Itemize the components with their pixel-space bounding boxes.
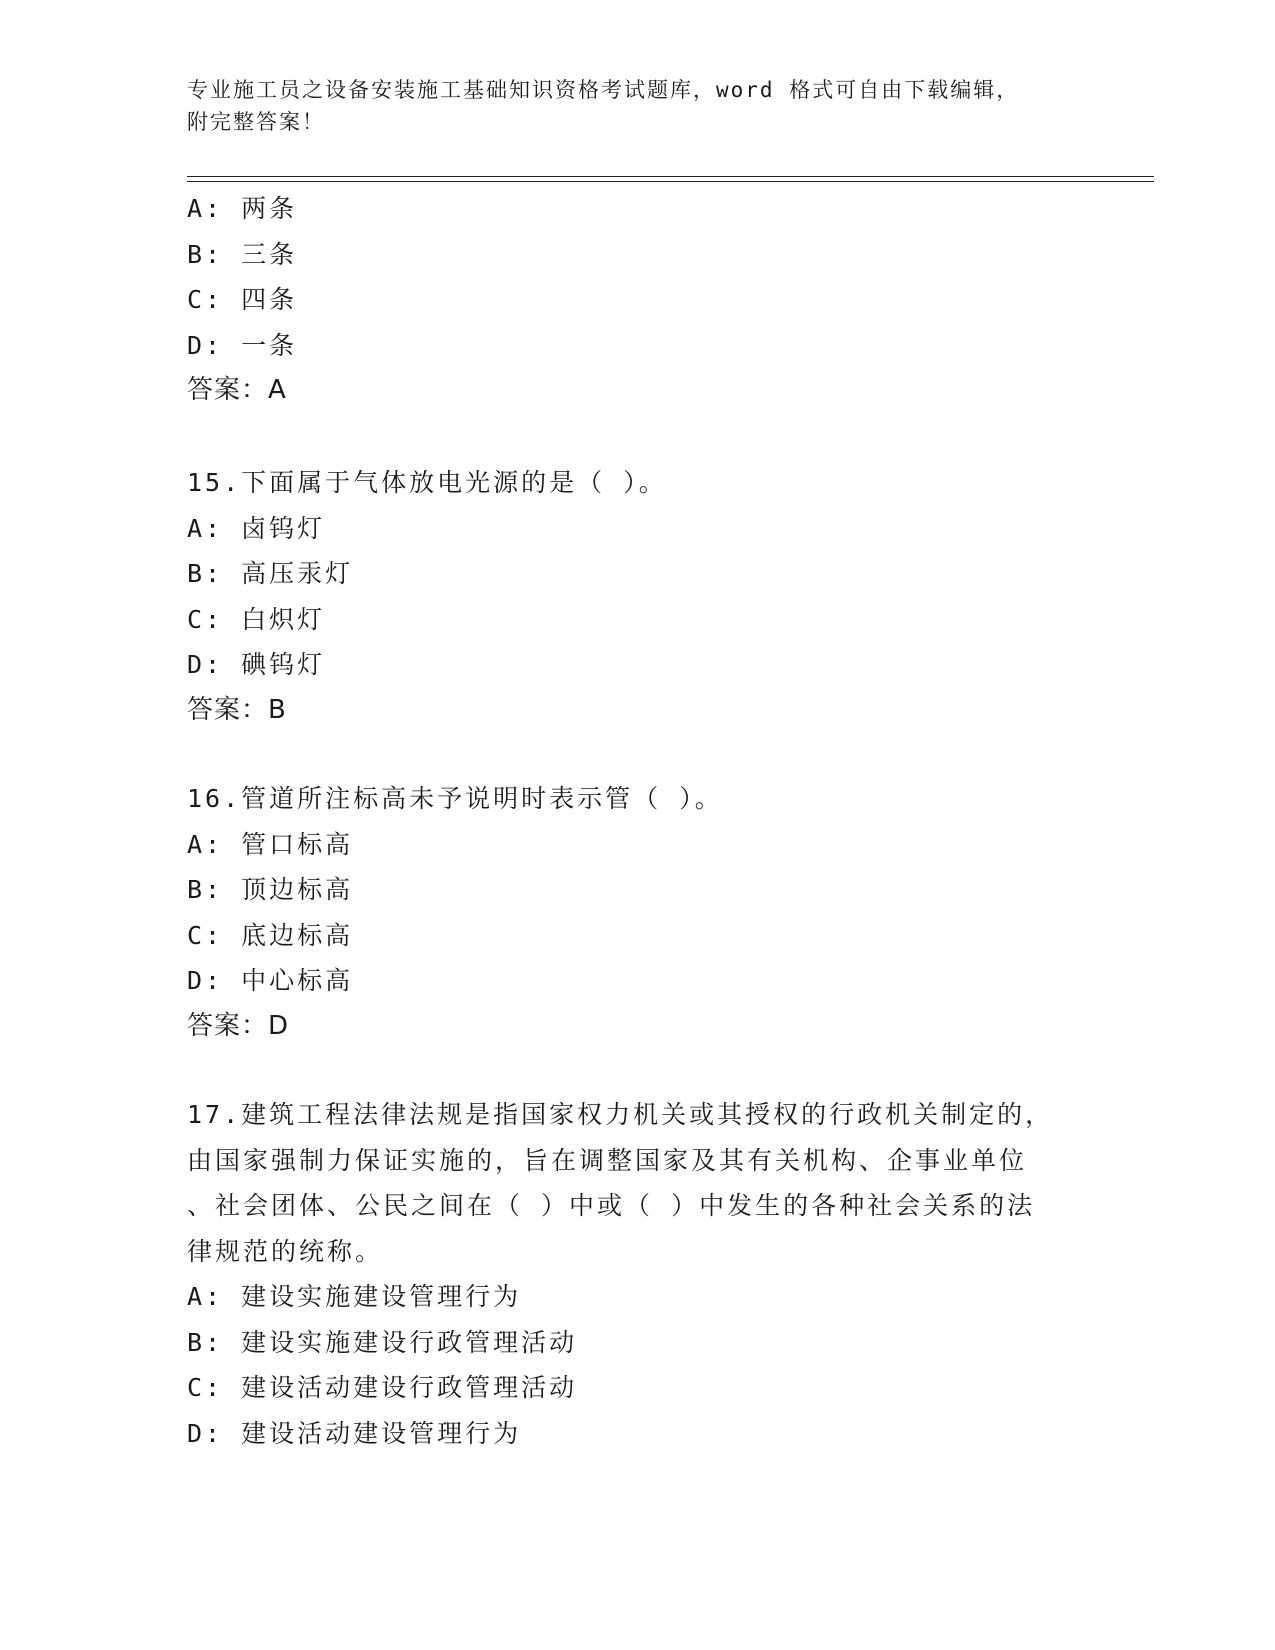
- question-text-line-1: 17.建筑工程法律法规是指国家权力机关或其授权的行政机关制定的，: [187, 1100, 1054, 1129]
- question-text-line-2: 由国家强制力保证实施的，旨在调整国家及其有关机构、企事业单位: [187, 1145, 1028, 1175]
- option-d: D: 一条: [187, 330, 298, 360]
- option-c: C: 白炽灯: [187, 604, 326, 634]
- option-c: C: 底边标高: [187, 920, 354, 950]
- option-c: C: 四条: [187, 285, 298, 314]
- header-line-1: 专业施工员之设备安装施工基础知识资格考试题库，word 格式可自由下载编辑，: [187, 78, 1020, 102]
- option-d: D: 碘钨灯: [187, 650, 326, 679]
- document-header: [187, 74, 1087, 138]
- question-17: [187, 1092, 1087, 1456]
- answer: 答案：D: [187, 1010, 290, 1041]
- option-a: A: 管口标高: [187, 829, 354, 859]
- question-16: [187, 776, 1087, 1049]
- header-line-2: 附完整答案！: [187, 110, 325, 134]
- option-b: B: 顶边标高: [187, 875, 354, 904]
- option-c: C: 建设活动建设行政管理活动: [187, 1373, 578, 1402]
- question-14-tail: [187, 186, 1087, 414]
- header-divider-bottom: [187, 181, 1154, 182]
- option-d: D: 建设活动建设管理行为: [187, 1418, 522, 1448]
- option-b: B: 三条: [187, 239, 298, 269]
- question-text-line-3: 、社会团体、公民之间在（ ）中或（ ）中发生的各种社会关系的法: [187, 1191, 1036, 1220]
- option-a: A: 建设实施建设管理行为: [187, 1282, 522, 1311]
- question-text: 16.管道所注标高未予说明时表示管（ ）。: [187, 784, 723, 813]
- question-text: 15.下面属于气体放电光源的是（ ）。: [187, 468, 667, 497]
- option-a: A: 两条: [187, 194, 298, 223]
- option-b: B: 建设实施建设行政管理活动: [187, 1327, 578, 1357]
- header-divider-top: [187, 176, 1154, 177]
- option-b: B: 高压汞灯: [187, 559, 354, 588]
- answer: 答案：A: [187, 375, 287, 405]
- answer: 答案：B: [187, 694, 287, 725]
- option-a: A: 卤钨灯: [187, 513, 326, 543]
- question-text-line-4: 律规范的统称。: [187, 1236, 384, 1266]
- question-15: [187, 460, 1087, 733]
- option-d: D: 中心标高: [187, 966, 354, 995]
